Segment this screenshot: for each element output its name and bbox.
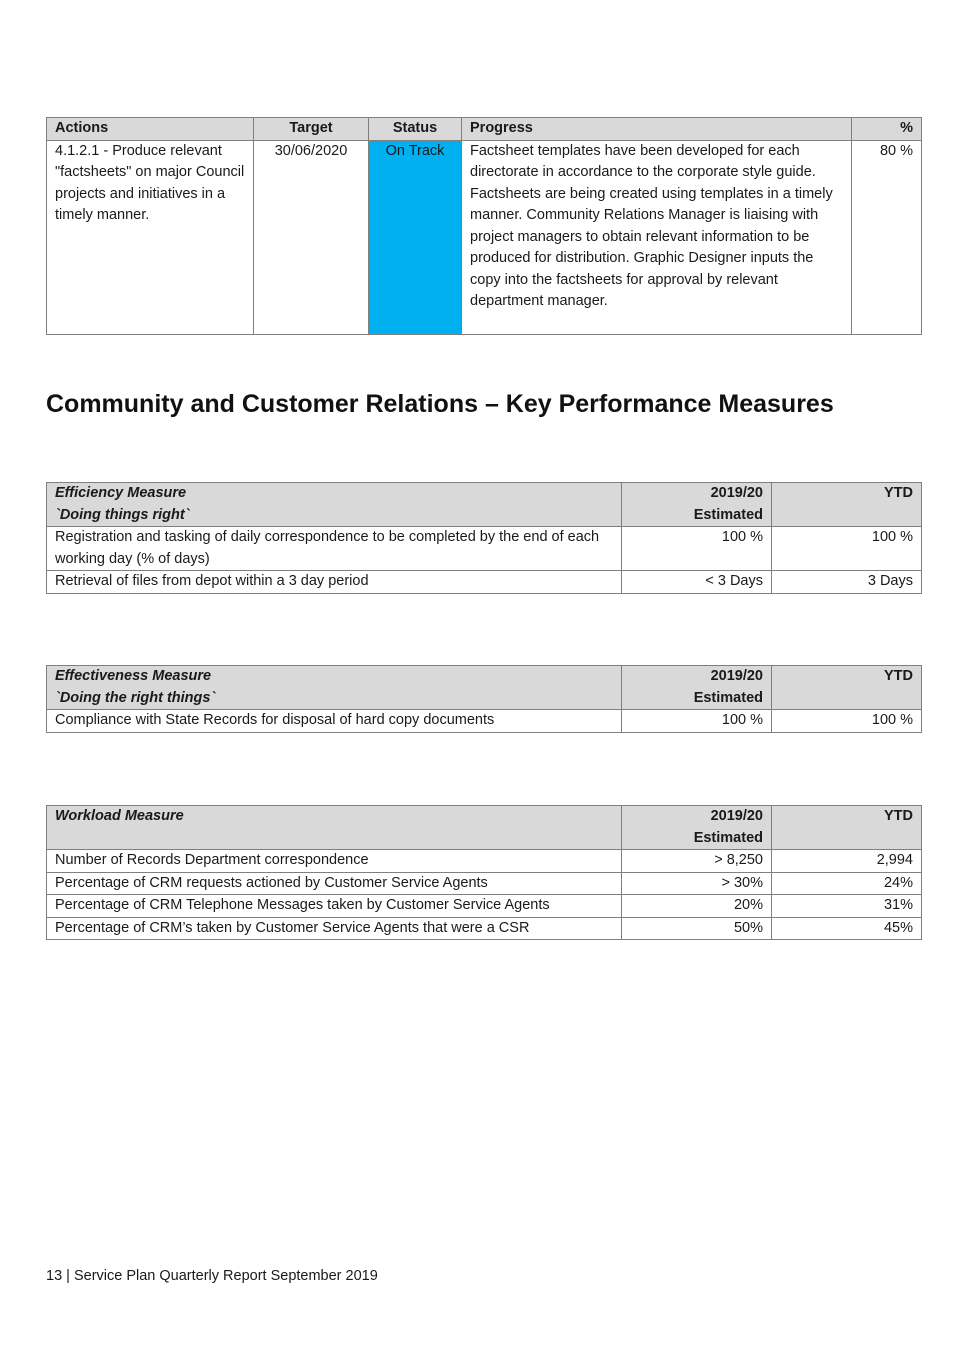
estimated-year: 2019/20: [710, 808, 763, 824]
effectiveness-ytd-header: YTD: [772, 666, 922, 710]
effectiveness-subtitle: `Doing the right things`: [55, 689, 216, 706]
section-title: Community and Customer Relations – Key Performance Measures: [46, 390, 834, 418]
table-row: [47, 527, 922, 571]
measure-ytd: 31%: [772, 895, 922, 918]
measure-name: Retrieval of files from depot within a 3 day period: [47, 571, 622, 594]
effectiveness-title-cell: [47, 666, 622, 710]
efficiency-estimated-header: [622, 483, 772, 527]
workload-table: [46, 805, 922, 940]
action-target-date: 30/06/2020: [254, 140, 369, 334]
header-actions: Actions: [47, 118, 254, 141]
table-row: [47, 571, 922, 594]
action-progress: Factsheet templates have been developed for each directorate in accordance to the corporate style guide. Factsheets are being created using templates in a timely manner. Community Relations Manager is liaising with project managers to obtain relevant information to be produced for distribution. Graphic Designer inputs the copy into the factsheets for approval by relevant department manager.: [462, 140, 852, 334]
estimated-year: 2019/20: [710, 668, 763, 684]
efficiency-ytd-header: YTD: [772, 483, 922, 527]
estimated-label: Estimated: [693, 506, 763, 523]
measure-name: Compliance with State Records for disposal of hard copy documents: [47, 710, 622, 733]
table-row: [47, 710, 922, 733]
effectiveness-table: [46, 665, 922, 733]
efficiency-title-cell: [47, 483, 622, 527]
estimated-label: Estimated: [693, 689, 763, 706]
measure-name: Percentage of CRM requests actioned by Customer Service Agents: [47, 872, 622, 895]
status-badge: On Track: [369, 140, 462, 334]
measure-estimated: < 3 Days: [622, 571, 772, 594]
measure-estimated: > 30%: [622, 872, 772, 895]
measure-ytd: 3 Days: [772, 571, 922, 594]
workload-estimated-header: [622, 806, 772, 850]
estimated-year: 2019/20: [710, 485, 763, 501]
action-row: [47, 140, 922, 334]
measure-ytd: 100 %: [772, 710, 922, 733]
measure-ytd: 24%: [772, 872, 922, 895]
efficiency-header-row: [47, 483, 922, 527]
workload-ytd-header: YTD: [772, 806, 922, 850]
effectiveness-estimated-header: [622, 666, 772, 710]
measure-ytd: 2,994: [772, 850, 922, 873]
header-status: Status: [369, 118, 462, 141]
measure-estimated: 100 %: [622, 527, 772, 571]
action-percent: 80 %: [852, 140, 922, 334]
header-target: Target: [254, 118, 369, 141]
measure-name: Registration and tasking of daily correspondence to be completed by the end of each working day (% of days): [47, 527, 622, 571]
action-description: 4.1.2.1 - Produce relevant "factsheets" on major Council projects and initiatives in a timely manner.: [47, 140, 254, 334]
measure-estimated: 20%: [622, 895, 772, 918]
measure-ytd: 100 %: [772, 527, 922, 571]
measure-name: Number of Records Department correspondence: [47, 850, 622, 873]
measure-estimated: > 8,250: [622, 850, 772, 873]
header-percent: %: [852, 118, 922, 141]
efficiency-table: [46, 482, 922, 594]
page-footer: 13 | Service Plan Quarterly Report September 2019: [46, 1268, 378, 1284]
effectiveness-title: Effectiveness Measure: [55, 668, 212, 684]
estimated-label: Estimated: [693, 829, 763, 846]
effectiveness-header-row: [47, 666, 922, 710]
header-progress: Progress: [462, 118, 852, 141]
measure-estimated: 100 %: [622, 710, 772, 733]
measure-estimated: 50%: [622, 917, 772, 940]
efficiency-subtitle: `Doing things right`: [55, 506, 190, 523]
measure-name: Percentage of CRM’s taken by Customer Service Agents that were a CSR: [47, 917, 622, 940]
workload-title: Workload Measure: [47, 806, 622, 850]
measure-ytd: 45%: [772, 917, 922, 940]
actions-header-row: [47, 118, 922, 141]
actions-table: [46, 117, 922, 335]
table-row: [47, 850, 922, 873]
table-row: [47, 917, 922, 940]
workload-header-row: [47, 806, 922, 850]
measure-name: Percentage of CRM Telephone Messages taken by Customer Service Agents: [47, 895, 622, 918]
table-row: [47, 872, 922, 895]
efficiency-title: Efficiency Measure: [55, 485, 187, 501]
table-row: [47, 895, 922, 918]
